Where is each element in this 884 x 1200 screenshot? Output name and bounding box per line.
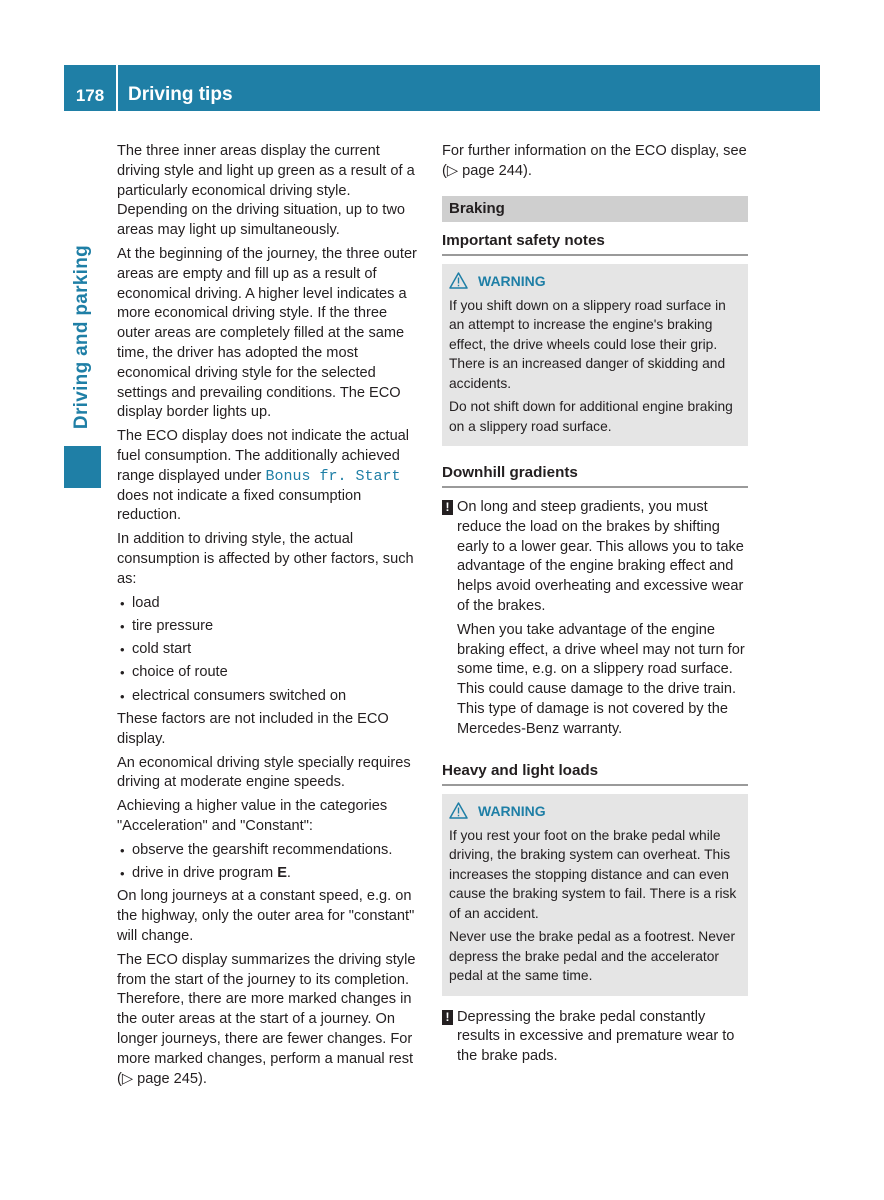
warning-box (442, 264, 748, 447)
paragraph: For further information on the ECO display, see (▷ page 244). (442, 143, 747, 179)
list-item: • load (117, 594, 424, 614)
warning-text: Never use the brake pedal as a footrest. Never depress the brake pedal and the accelerator pedal at the same time. (449, 929, 736, 984)
list-item-punctuation: . (286, 865, 291, 882)
paragraph: At the beginning of the journey, the three outer areas are empty and fill up as a result of economical driving. A higher level indicates a more economical driving style. If the three outer areas are completely filled at the same time, the driver has adopted the most economical driving style for the selected settings and prevailing conditions. The ECO display border lights up. (117, 245, 417, 421)
drive-program-value: E (277, 865, 287, 882)
side-tab-label: Driving and parking (71, 244, 92, 430)
side-tab-marker (64, 446, 101, 488)
list-item-text: drive in drive program (132, 865, 278, 882)
list-item: • choice of route (117, 663, 424, 683)
paragraph: In addition to driving style, the actual consumption is affected by other factors, such as: (117, 531, 414, 587)
note-block (442, 1008, 748, 1067)
paragraph-text: The ECO display does not indicate the actual fuel consumption. The additionally achieved range displayed under (117, 428, 410, 484)
note-text: Depressing the brake pedal constantly results in excessive and premature wear to the brake pads. (457, 1008, 735, 1065)
subheading-downhill-gradients: Downhill gradients (442, 464, 748, 488)
paragraph: An economical driving style specially requires driving at moderate engine speeds. (117, 754, 411, 791)
chapter-title: Driving tips (128, 84, 233, 105)
warning-header (449, 270, 741, 292)
warning-header (449, 800, 741, 822)
recommendation-list (117, 841, 424, 884)
paragraph-text: does not indicate a fixed consumption reduction. (117, 487, 362, 524)
subheading-safety-notes: Important safety notes (442, 232, 748, 256)
right-column (442, 142, 748, 1071)
exclamation-icon: ! (442, 1010, 453, 1025)
page-number: 178 (75, 86, 105, 105)
list-item: • electrical consumers switched on (117, 687, 424, 707)
paragraph: Achieving a higher value in the categories "Acceleration" and "Constant": (117, 798, 388, 834)
factor-list (117, 594, 424, 707)
note-text: On long and steep gradients, you must reduce the load on the brakes by shifting early to a lower gear. This allows you to take advantage of the engine braking effect and helps avoid overheating and excessive wear of the brakes. (457, 499, 744, 615)
warning-label: WARNING (478, 272, 546, 289)
display-message-text: Bonus fr. Start (265, 467, 401, 485)
section-heading-braking: Braking (442, 196, 748, 222)
paragraph: The three inner areas display the current driving style and light up green as a result of a particularly economical driving style. Depending on the driving situation, up to two areas may light up simultaneously. (117, 143, 415, 239)
warning-text: If you shift down on a slippery road surface in an attempt to increase the engine's braking effect, the drive wheels could lose their grip. There is an increased danger of skidding and accidents. (449, 297, 726, 391)
left-column (117, 142, 424, 1093)
paragraph: The ECO display summarizes the driving style from the start of the journey to its completion. Therefore, there are more marked changes in the outer areas at the start of a journey. On longer journeys, there are fewer changes. For more marked changes, perform a manual rest (▷ page 245). (117, 951, 416, 1087)
warning-label: WARNING (478, 802, 546, 819)
warning-triangle-icon (449, 802, 468, 819)
list-item: • tire pressure (117, 617, 424, 637)
header-divider (116, 65, 118, 111)
list-item (117, 864, 424, 884)
list-item: • cold start (117, 640, 424, 660)
paragraph: On long journeys at a constant speed, e.g. on the highway, only the outer area for "constant" will change. (117, 888, 415, 944)
note-text: When you take advantage of the engine braking effect, a drive wheel may not turn for some time, e.g. on a slippery road surface. This could cause damage to the drive train. This type of damage is not covered by the Mercedes-Benz warranty. (457, 621, 745, 737)
warning-triangle-icon (449, 272, 468, 289)
paragraph (117, 427, 424, 526)
list-item: • observe the gearshift recommendations. (117, 841, 424, 861)
warning-text: Do not shift down for additional engine braking on a slippery road surface. (449, 399, 733, 434)
warning-text: If you rest your foot on the brake pedal while driving, the braking system can overheat. This increases the stopping distance and can even cause the braking system to fail. There is a risk of an accident. (449, 827, 737, 921)
exclamation-icon: ! (442, 500, 453, 515)
subheading-heavy-light-loads: Heavy and light loads (442, 762, 748, 786)
paragraph: These factors are not included in the ECO display. (117, 711, 389, 747)
warning-box (442, 794, 748, 996)
note-block (442, 498, 748, 740)
